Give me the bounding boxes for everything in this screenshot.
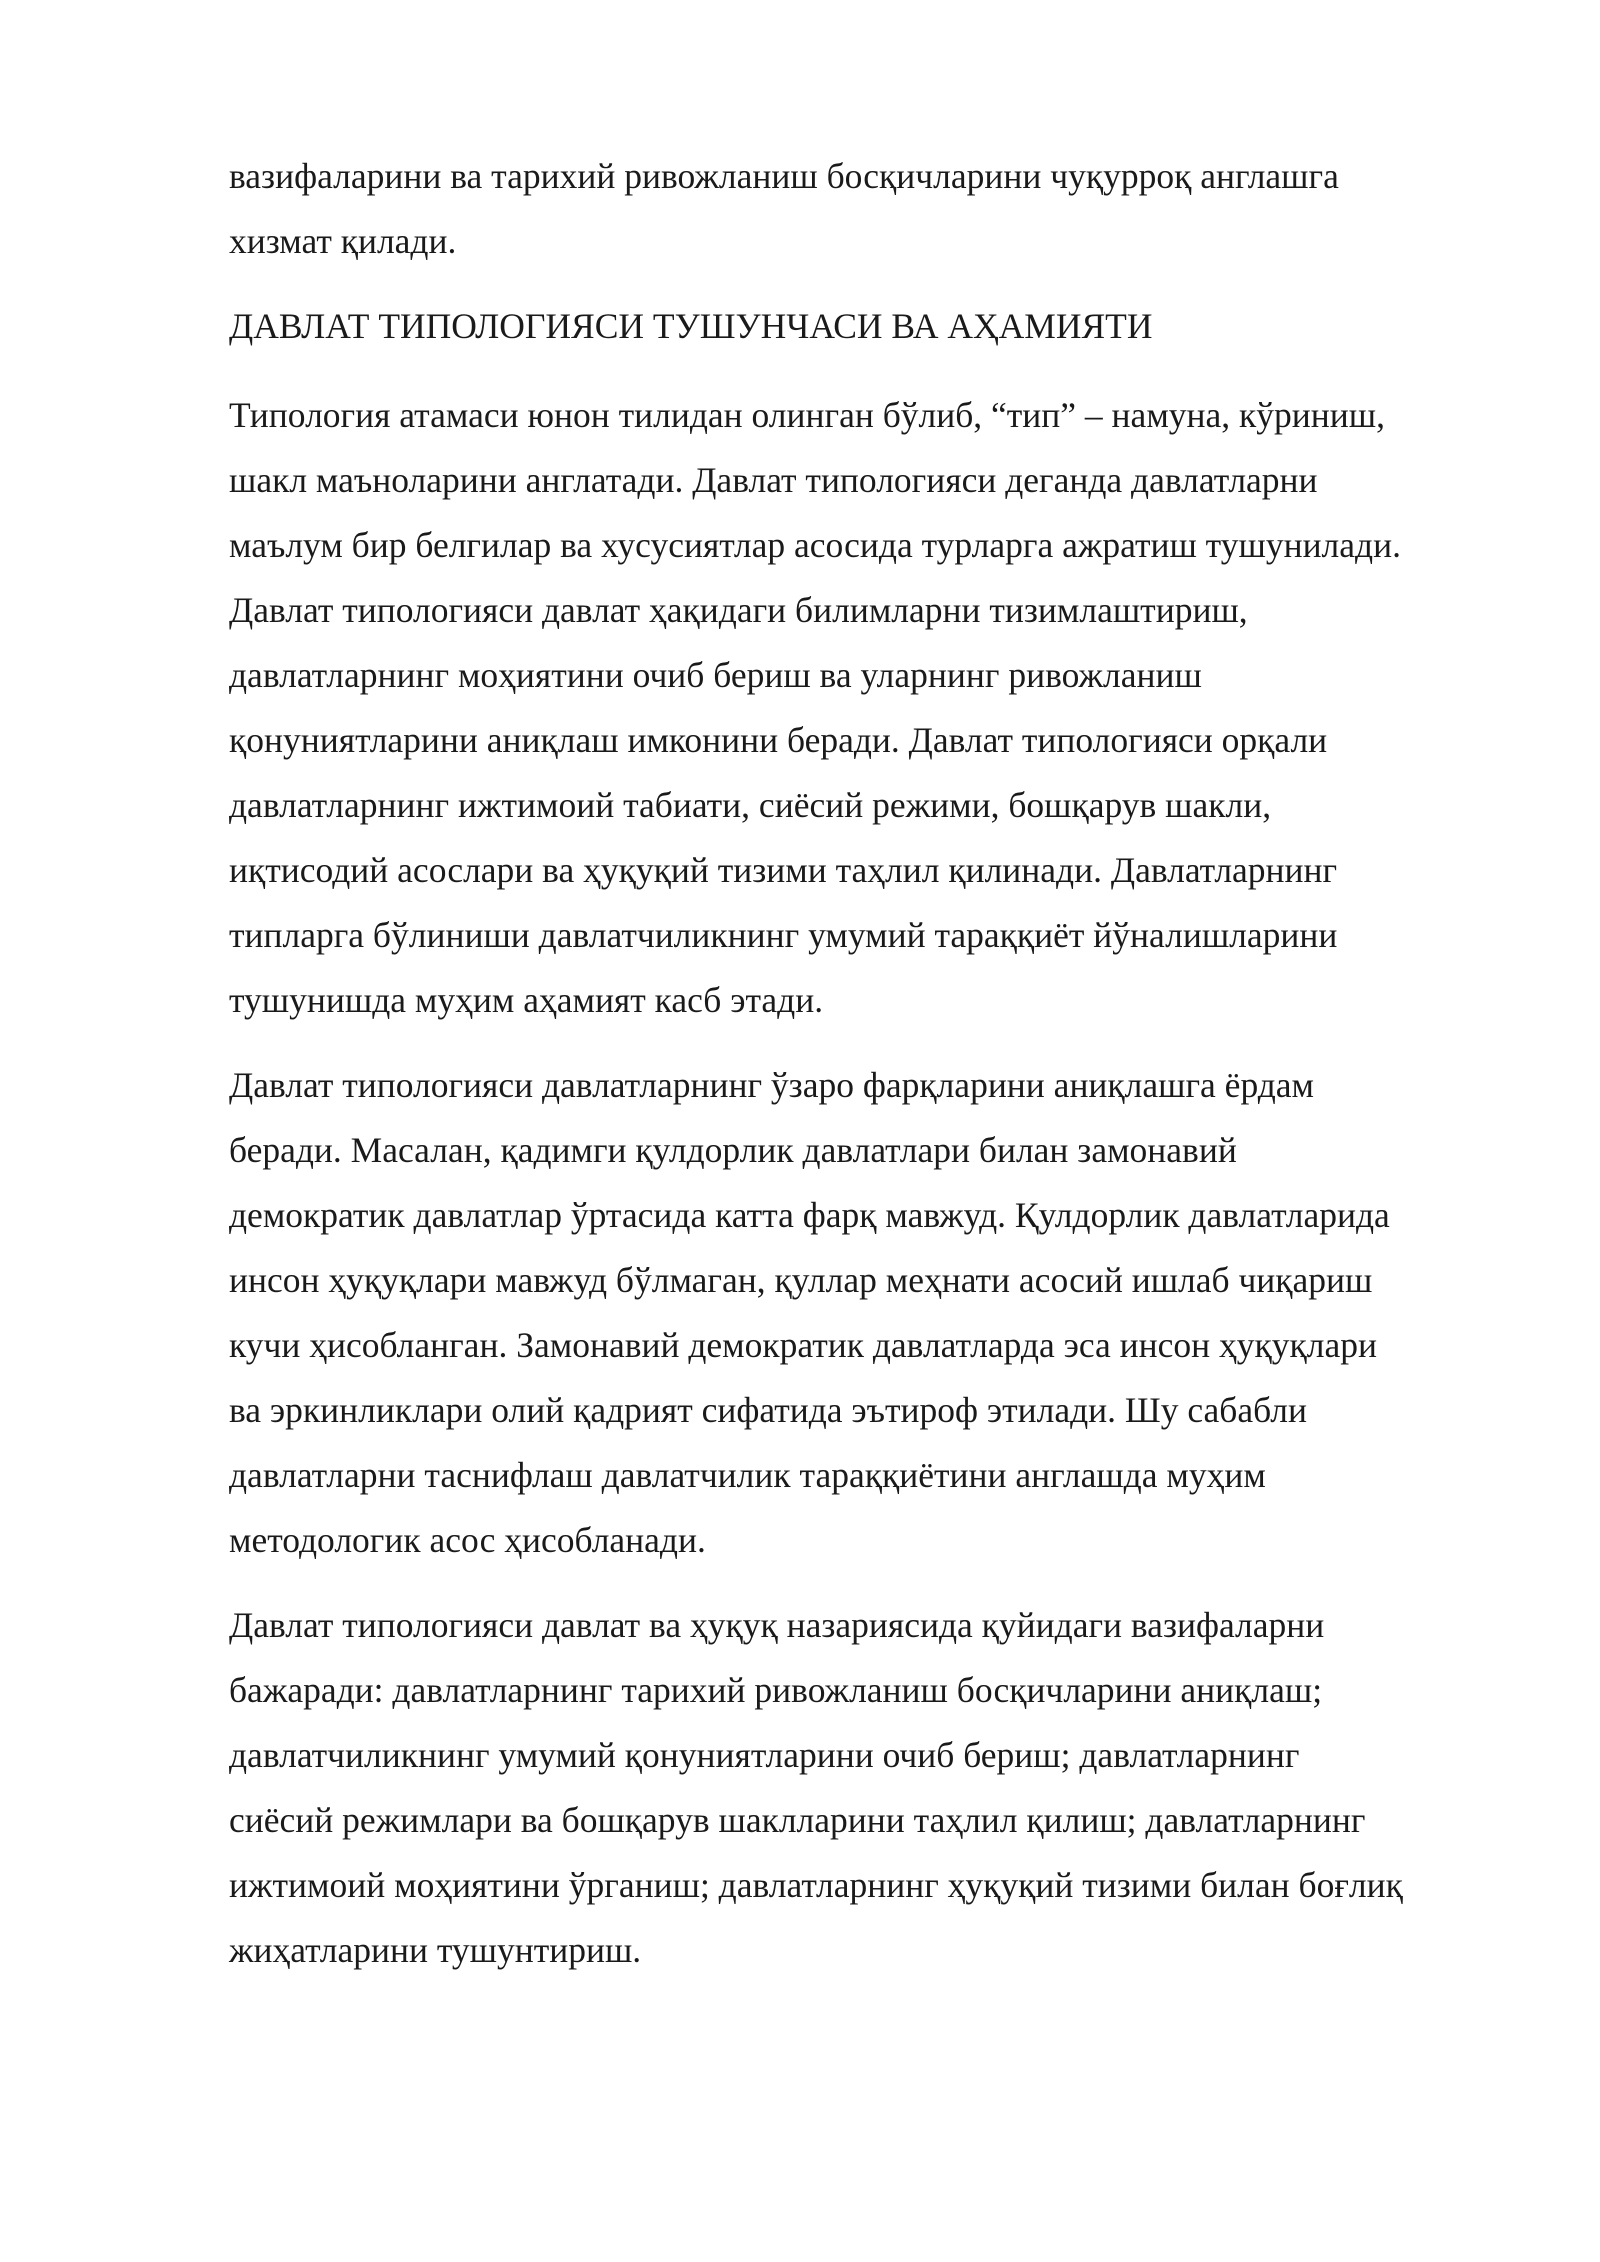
text-line: демократик давлатлар ўртасида катта фарқ мавжуд. Қулдорлик давлатларида [229, 1195, 1390, 1235]
text-line: ва эркинликлари олий қадрият сифатида эътироф этилади. Шу сабабли [229, 1390, 1308, 1430]
section-heading: ДАВЛАТ ТИПОЛОГИЯСИ ТУШУНЧАСИ ВА АҲАМИЯТИ [229, 306, 1153, 346]
text-line: типларга бўлиниши давлатчиликнинг умумий тараққиёт йўналишларини [229, 915, 1338, 955]
text-line: жиҳатларини тушунтириш. [229, 1930, 642, 1970]
text-line: қонуниятларини аниқлаш имконини беради. Давлат типологияси орқали [229, 720, 1328, 760]
text-line: давлатчиликнинг умумий қонуниятларини очиб бериш; давлатларнинг [229, 1735, 1300, 1775]
text-line: бажаради: давлатларнинг тарихий ривожланиш босқичларини аниқлаш; [229, 1670, 1323, 1710]
paragraph-1 [229, 383, 1484, 1033]
text-line: Типология атамаси юнон тилидан олинган бўлиб, “тип” – намуна, кўриниш, [229, 395, 1385, 435]
paragraph-2 [229, 1053, 1484, 1573]
paragraph-3 [229, 1593, 1484, 1983]
text-line: беради. Масалан, қадимги қулдорлик давлатлари билан замонавий [229, 1130, 1237, 1170]
text-line: шакл маъноларини англатади. Давлат типологияси деганда давлатларни [229, 460, 1318, 500]
text-line: маълум бир белгилар ва хусусиятлар асосида турларга ажратиш тушунилади. [229, 525, 1401, 565]
text-line: кучи ҳисобланган. Замонавий демократик давлатларда эса инсон ҳуқуқлари [229, 1325, 1377, 1365]
text-line: давлатларни таснифлаш давлатчилик тараққиётини англашда муҳим [229, 1455, 1266, 1495]
text-line: давлатларнинг ижтимоий табиати, сиёсий режими, бошқарув шакли, [229, 785, 1272, 825]
intro-paragraph [229, 144, 1484, 274]
text-line: методологик асос ҳисобланади. [229, 1520, 706, 1560]
text-line: вазифаларини ва тарихий ривожланиш босқичларини чуқурроқ англашга [229, 156, 1339, 196]
text-line: давлатларнинг моҳиятини очиб бериш ва уларнинг ривожланиш [229, 655, 1202, 695]
text-line: хизмат қилади. [229, 221, 457, 261]
text-line: тушунишда муҳим аҳамият касб этади. [229, 980, 824, 1020]
text-line: Давлат типологияси давлат ҳақидаги билимларни тизимлаштириш, [229, 590, 1248, 630]
text-line: инсон ҳуқуқлари мавжуд бўлмаган, қуллар меҳнати асосий ишлаб чиқариш [229, 1260, 1373, 1300]
text-line: иқтисодий асослари ва ҳуқуқий тизими таҳлил қилинади. Давлатларнинг [229, 850, 1338, 890]
text-line: ижтимоий моҳиятини ўрганиш; давлатларнинг ҳуқуқий тизими билан боғлиқ [229, 1865, 1403, 1905]
text-line: Давлат типологияси давлат ва ҳуқуқ назариясида қуйидаги вазифаларни [229, 1605, 1325, 1645]
text-line: сиёсий режимлари ва бошқарув шаклларини таҳлил қилиш; давлатларнинг [229, 1800, 1366, 1840]
text-line: Давлат типологияси давлатларнинг ўзаро фарқларини аниқлашга ёрдам [229, 1065, 1315, 1105]
